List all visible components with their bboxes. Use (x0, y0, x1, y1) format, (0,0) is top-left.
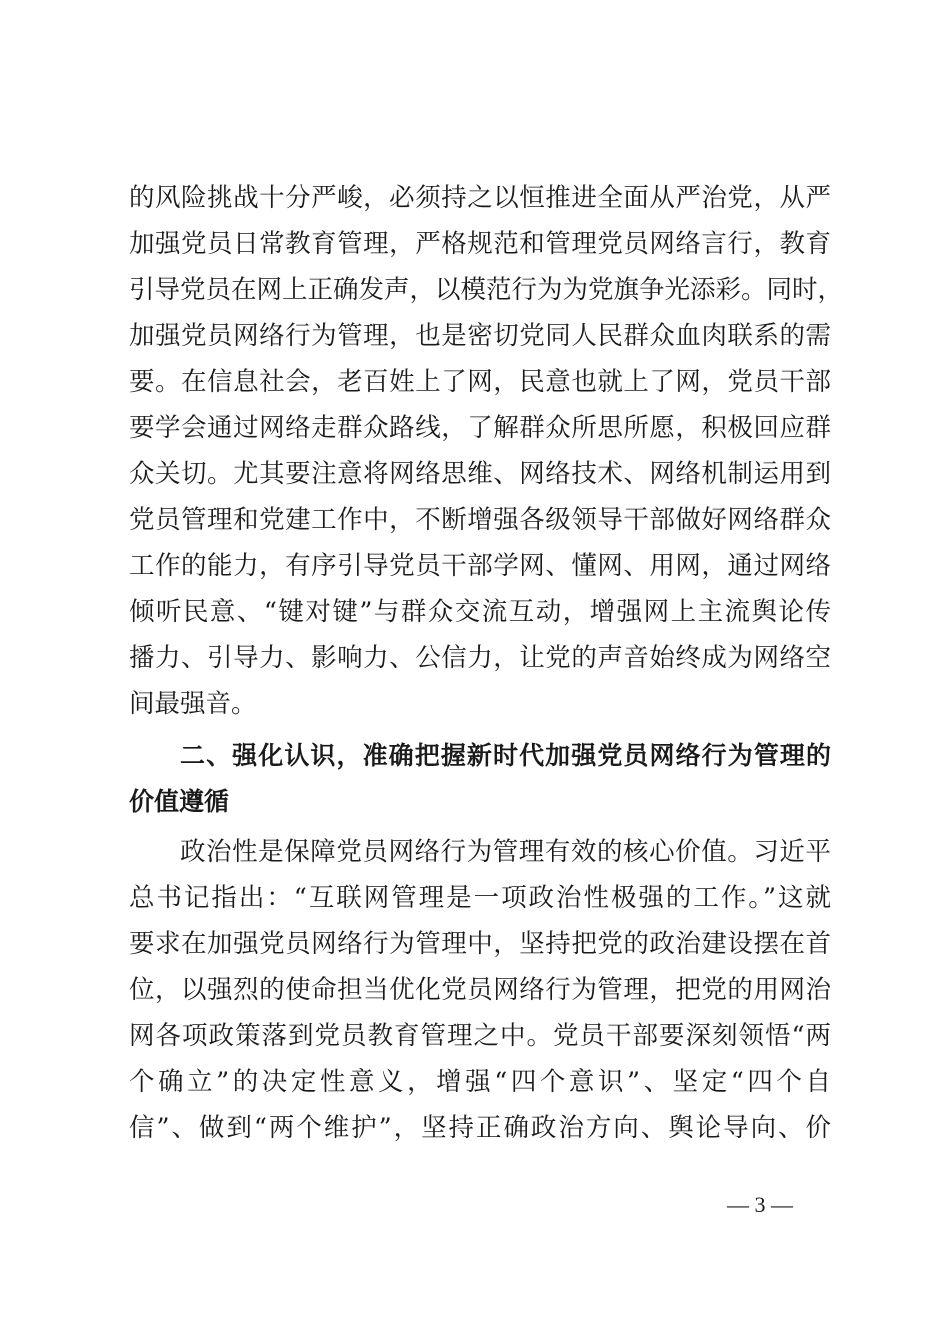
paragraph-line: 众关切。尤其要注意将网络思维、网络技术、网络机制运用到 (129, 459, 831, 489)
paragraph-line: 的风险挑战十分严峻，必须持之以恒推进全面从严治党，从严 (129, 183, 831, 213)
paragraph-line: 位，以强烈的使命担当优化党员网络行为管理，把党的用网治 (129, 975, 831, 1005)
paragraph-line: 要求在加强党员网络行为管理中，坚持把党的政治建设摆在首 (129, 929, 831, 959)
paragraph-line: 要学会通过网络走群众路线，了解群众所思所愿，积极回应群 (129, 413, 831, 443)
heading-line: 价值遵循 (129, 787, 230, 816)
paragraph-line: 加强党员日常教育管理，严格规范和管理党员网络言行，教育 (129, 229, 831, 259)
paragraph-line: 个确立”的决定性意义，增强“四个意识”、坚定“四个自 (129, 1067, 831, 1097)
paragraph-line: 总书记指出：“互联网管理是一项政治性极强的工作。”这就 (129, 883, 831, 913)
paragraph-line: 政治性是保障党员网络行为管理有效的核心价值。习近平 (180, 837, 831, 867)
paragraph-line: 倾听民意、“键对键”与群众交流互动，增强网上主流舆论传 (129, 597, 831, 627)
paragraph-line: 引导党员在网上正确发声，以模范行为为党旗争光添彩。同时， (129, 275, 844, 305)
page-number: — 3 — (727, 1192, 793, 1217)
paragraph-line: 党员管理和党建工作中，不断增强各级领导干部做好网络群众 (129, 505, 831, 535)
paragraph-line: 播力、引导力、影响力、公信力，让党的声音始终成为网络空 (129, 643, 831, 673)
paragraph-line: 工作的能力，有序引导党员干部学网、懂网、用网，通过网络 (129, 551, 831, 581)
paragraph-line: 间最强音。 (129, 689, 257, 719)
paragraph-line: 信”、做到“两个维护”，坚持正确政治方向、舆论导向、价 (129, 1113, 831, 1143)
paragraph-line: 网各项政策落到党员教育管理之中。党员干部要深刻领悟“两 (129, 1021, 831, 1051)
heading-line: 二、强化认识，准确把握新时代加强党员网络行为管理的 (180, 741, 831, 770)
paragraph-line: 加强党员网络行为管理，也是密切党同人民群众血肉联系的需 (129, 321, 831, 351)
paragraph-line: 要。在信息社会，老百姓上了网，民意也就上了网，党员干部 (129, 367, 831, 397)
